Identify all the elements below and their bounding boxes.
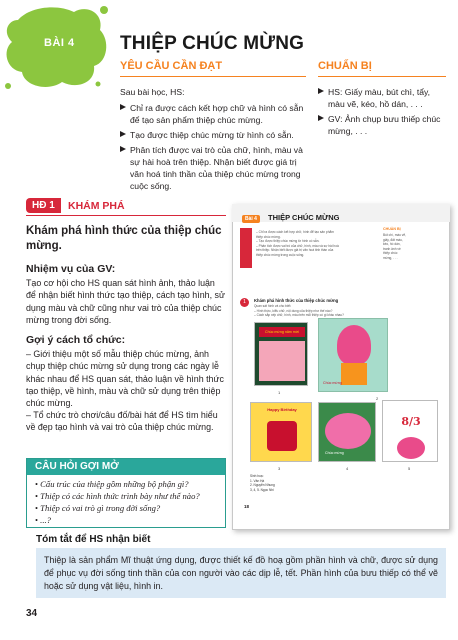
card-flower-art (259, 341, 305, 381)
card-vase-art (341, 363, 367, 385)
question-item: • Cấu trúc của thiệp gồm những bộ phận gì? (35, 478, 217, 490)
textbook-line: thiệp chúc (383, 251, 398, 256)
preparation-body (318, 86, 446, 140)
textbook-line: 1. Vân Hà (250, 478, 265, 483)
activity-content (26, 224, 226, 442)
activity-title: KHÁM PHÁ (64, 198, 129, 214)
textbook-line: 2. Nguyễn Nhung (250, 483, 275, 488)
requirement-text: Phân tích được vai trò của chữ, hình, màu và sự hài hoà trên thiệp. Nhận biết được giá trị văn hoá tinh thần của thiệp chúc mừng trong cuộc sống. (130, 145, 303, 191)
requirements-body (120, 86, 308, 195)
preparation-item (318, 113, 446, 137)
textbook-line: Sinh hoạ: (250, 474, 264, 478)
activity-heading: Khám phá hình thức của thiệp chúc mừng. (26, 225, 222, 252)
card-caption: Chúc mừng (325, 451, 344, 455)
textbook-line: – Phân tích được vai trò của chữ, hình, màu và sự hài hoà (256, 243, 339, 248)
summary-text: Thiệp là sản phẩm Mĩ thuật ứng dụng, được thiết kế đồ hoạ gồm phần hình và chữ, được sử dụng để phục vụ đời sống tinh thần của con người vào các dịp lễ, tết. Phần hình của bưu thiếp có thể vẽ hoặc sử dụng vật liệu, hình in. (44, 555, 438, 591)
card-label: 4 (346, 466, 349, 471)
requirement-text: Tạo được thiệp chúc mừng từ hình có sẵn. (130, 130, 294, 140)
textbook-line: giấy, đất màu, (383, 237, 403, 242)
suggest-heading: Gợi ý cách tổ chức: (26, 334, 126, 347)
textbook-page-number: 18 (244, 504, 250, 509)
triangle-bullet-icon (120, 146, 126, 152)
textbook-credits (250, 474, 330, 492)
requirements-rule (120, 76, 306, 77)
card-label: 2 (376, 396, 379, 401)
requirements-intro: Sau bài học, HS: (120, 87, 185, 97)
card-flower-art (337, 325, 371, 365)
textbook-line: – Cách sắp xếp chữ, hình, màu trên mỗi thiệp có gì khác nhau? (254, 313, 344, 318)
preparation-rule (318, 76, 446, 77)
card-cake-art (267, 421, 297, 451)
requirement-item (120, 144, 308, 192)
greeting-card-image (250, 402, 312, 462)
questions-box (26, 458, 226, 528)
greeting-card-image (318, 402, 376, 462)
page-number: 34 (26, 608, 38, 619)
suggest-text-1: – Giới thiệu một số mẫu thiệp chúc mừng, ảnh chụp thiệp chúc mừng sử dụng trong các ngày lễ khác nhau để HS quan sát, thảo luận về hình thức tạo thiệp, về hình, màu và chữ sử dụng trên thiệp chúc mừng. (26, 349, 224, 409)
triangle-bullet-icon (318, 115, 324, 121)
textbook-prep-text (383, 233, 433, 261)
card-label: 5 (408, 466, 411, 471)
textbook-requirements-tag (240, 228, 252, 268)
question-item: • Thiệp có vai trò gì trong đời sống? (35, 502, 217, 514)
activity-rule (26, 215, 226, 216)
requirement-item (120, 129, 308, 141)
card-flower-art (325, 413, 371, 449)
textbook-line: 3, 4, 5. Ngọc Nhi (250, 487, 274, 492)
textbook-activity-number: 1 (240, 298, 249, 307)
textbook-line: mừng, . . . (383, 255, 398, 260)
suggest-text-2: – Tổ chức trò chơi/câu đố/bài hát để HS tìm hiểu về đẹp tạo hình và vai trò của thiệp chúc mừng. (26, 410, 218, 433)
task-text: Tạo cơ hội cho HS quan sát hình ảnh, thảo luận để nhận biết hình thức tạo thiệp, cách tạo hình, sử dụng màu và chữ cũng như vai trò của thiệp chúc mừng trong đời sống. (26, 278, 225, 325)
textbook-header-stripe (232, 204, 450, 222)
preparation-text: HS: Giấy màu, bút chì, tẩy, màu vẽ, kéo, hồ dán, . . . (328, 87, 431, 109)
lesson-number: BÀI 4 (44, 37, 75, 49)
textbook-line: thiệp chúc mừng. (256, 234, 281, 239)
questions-heading: CÂU HỎI GỢI MỞ (27, 459, 225, 475)
card-label: 1 (278, 390, 281, 395)
lesson-title: THIỆP CHÚC MỪNG (120, 33, 305, 54)
textbook-requirements-text (256, 230, 380, 258)
preparation-heading: CHUẨN BỊ (318, 60, 372, 72)
preparation-item (318, 86, 446, 110)
card-flower-art (397, 437, 425, 459)
triangle-bullet-icon (120, 131, 126, 137)
preparation-text: GV: Ảnh chụp bưu thiếp chúc mừng, . . . (328, 114, 441, 136)
textbook-line: – Tạo được thiệp chúc mừng từ hình có sẵn. (256, 239, 320, 244)
card-label: 3 (278, 466, 281, 471)
textbook-line: Quan sát hình và cho biết: (254, 304, 292, 308)
textbook-line: kéo, hồ dán, (383, 242, 401, 247)
textbook-line: trên thiệp. Nhận biết được giá trị văn hoá tinh thần của (256, 248, 334, 253)
question-item: • Thiệp có các hình thức trình bày như thế nào? (35, 490, 217, 502)
triangle-bullet-icon (318, 88, 324, 94)
task-heading: Nhiệm vụ của GV: (26, 263, 116, 275)
textbook-line: Bút chì, màu vẽ, (383, 233, 407, 237)
greeting-card-image (382, 400, 438, 462)
card-caption: Chúc mừng năm mới (259, 327, 305, 337)
requirements-heading: YÊU CẦU CẦN ĐẠT (120, 60, 223, 72)
question-item: • ...? (35, 514, 217, 526)
triangle-bullet-icon (120, 104, 126, 110)
textbook-line: – Chỉ ra được cách kết hợp chữ, hình để tạo sản phẩm (256, 230, 334, 234)
card-caption: 8/3 (401, 415, 421, 428)
card-caption: Chúc mừng (323, 381, 342, 385)
textbook-prep-heading: CHUẨN BỊ (383, 227, 401, 231)
textbook-activity-title: Khám phá hình thức của thiệp chúc mừng (254, 298, 339, 303)
textbook-lesson-badge: Bài 4 (242, 215, 260, 223)
card-caption: Happy Birthday (267, 407, 297, 412)
greeting-card-image (318, 318, 388, 392)
textbook-line: – Hình thức, kiểu chữ, nội dung của thiệp như thế nào? (254, 308, 333, 313)
requirement-text: Chỉ ra được cách kết hợp chữ và hình có sẵn để tạo sản phẩm thiệp chúc mừng. (130, 103, 304, 125)
textbook-line: thiệp chúc mừng trong cuộc sống. (256, 252, 305, 257)
textbook-activity-text (254, 304, 434, 318)
greeting-card-image (254, 322, 308, 386)
textbook-title: THIỆP CHÚC MỪNG (268, 213, 340, 222)
requirement-item (120, 102, 308, 126)
activity-badge: HĐ 1 (26, 198, 61, 213)
summary-box (36, 548, 446, 598)
textbook-line: tranh ảnh về (383, 246, 401, 251)
summary-heading: Tóm tắt để HS nhận biết (36, 534, 151, 545)
